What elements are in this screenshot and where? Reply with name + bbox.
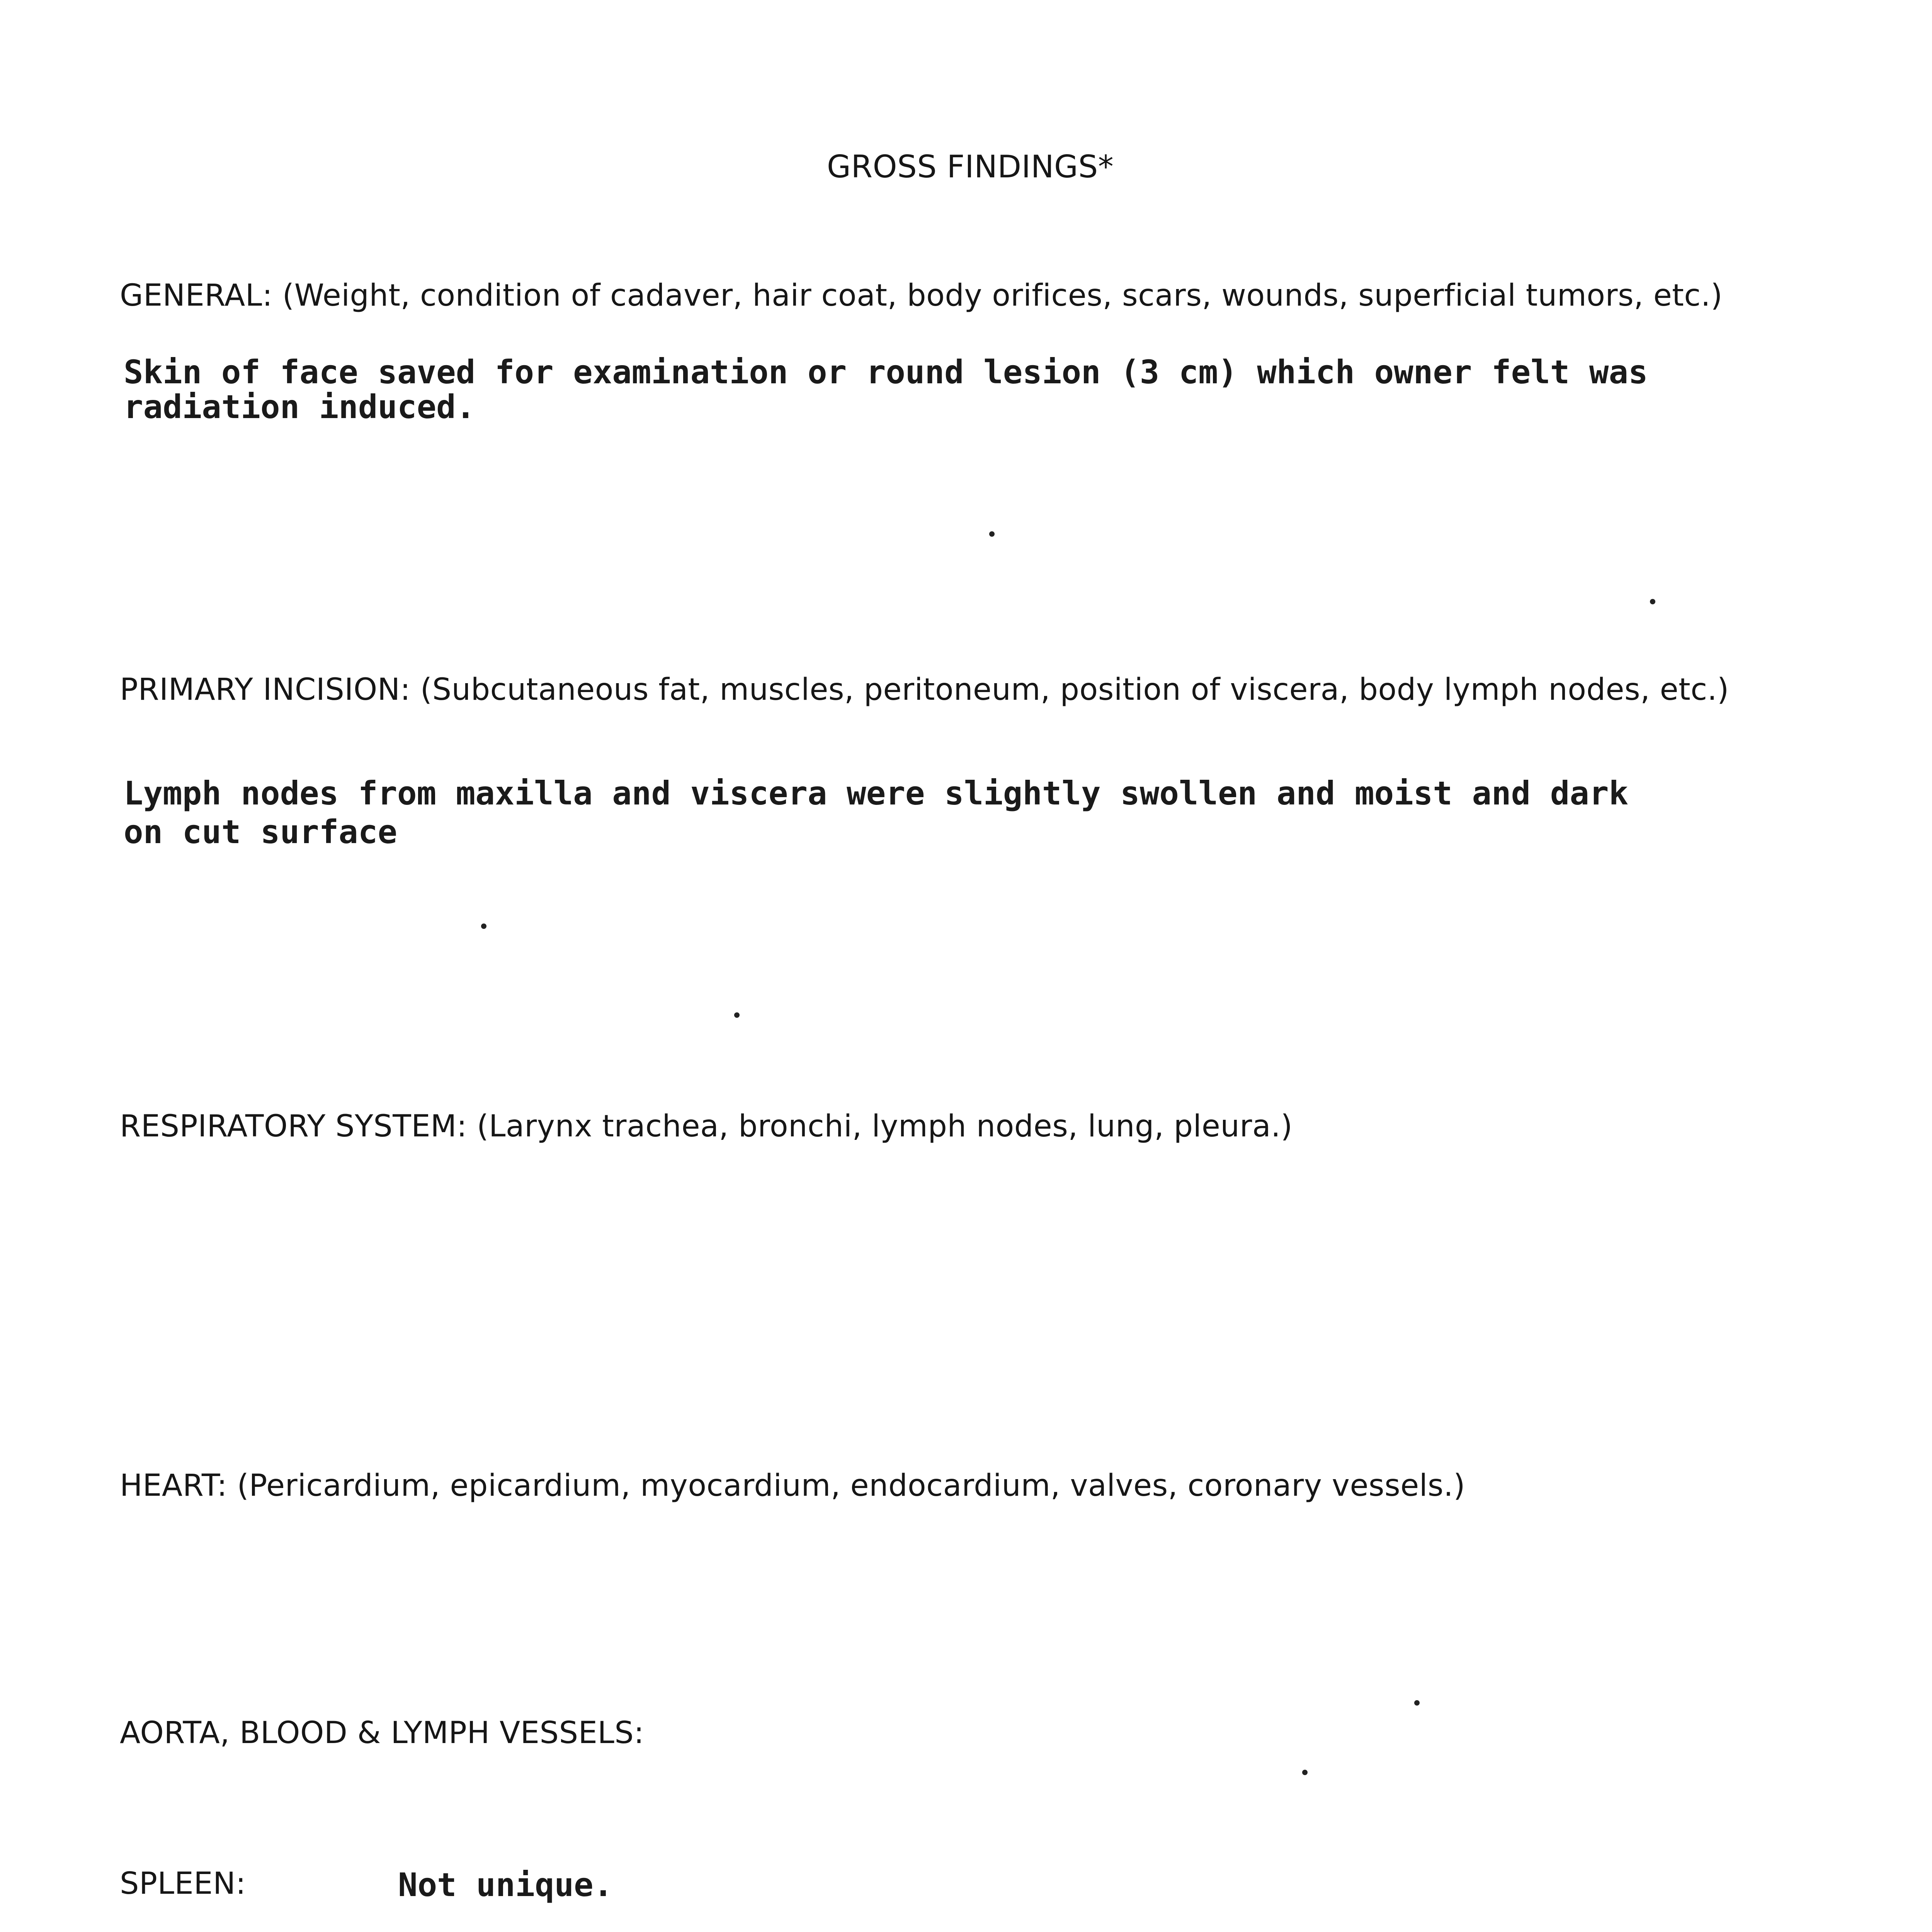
primary-incision-text-line-1: Lymph nodes from maxilla and viscera were slightly swollen and moist and dark (124, 774, 1629, 812)
scan-speck (989, 531, 995, 537)
heart-label: HEART: (Pericardium, epicardium, myocardium, endocardium, valves, coronary vessels.) (120, 1468, 1466, 1503)
spleen-label: SPLEEN: (120, 1866, 246, 1901)
scan-speck (1414, 1700, 1420, 1706)
scan-speck (734, 1012, 740, 1018)
primary-incision-label: PRIMARY INCISION: (Subcutaneous fat, muscles, peritoneum, position of viscera, body lymph nodes, etc.) (120, 672, 1729, 707)
scan-speck (1650, 599, 1655, 604)
respiratory-system-label: RESPIRATORY SYSTEM: (Larynx trachea, bronchi, lymph nodes, lung, pleura.) (120, 1109, 1293, 1144)
primary-incision-text-line-2: on cut surface (124, 813, 398, 851)
page-title: GROSS FINDINGS* (827, 149, 1114, 185)
scan-speck (481, 923, 486, 929)
general-text-line-1: Skin of face saved for examination or round lesion (3 cm) which owner felt was (124, 353, 1648, 391)
spleen-text: Not unique. (398, 1866, 613, 1904)
scan-speck (1302, 1770, 1308, 1775)
general-text-line-2: radiation induced. (124, 388, 476, 426)
aorta-blood-lymph-vessels-label: AORTA, BLOOD & LYMPH VESSELS: (120, 1716, 645, 1750)
general-label: GENERAL: (Weight, condition of cadaver, hair coat, body orifices, scars, wounds, superficial tumors, etc.) (120, 278, 1723, 313)
